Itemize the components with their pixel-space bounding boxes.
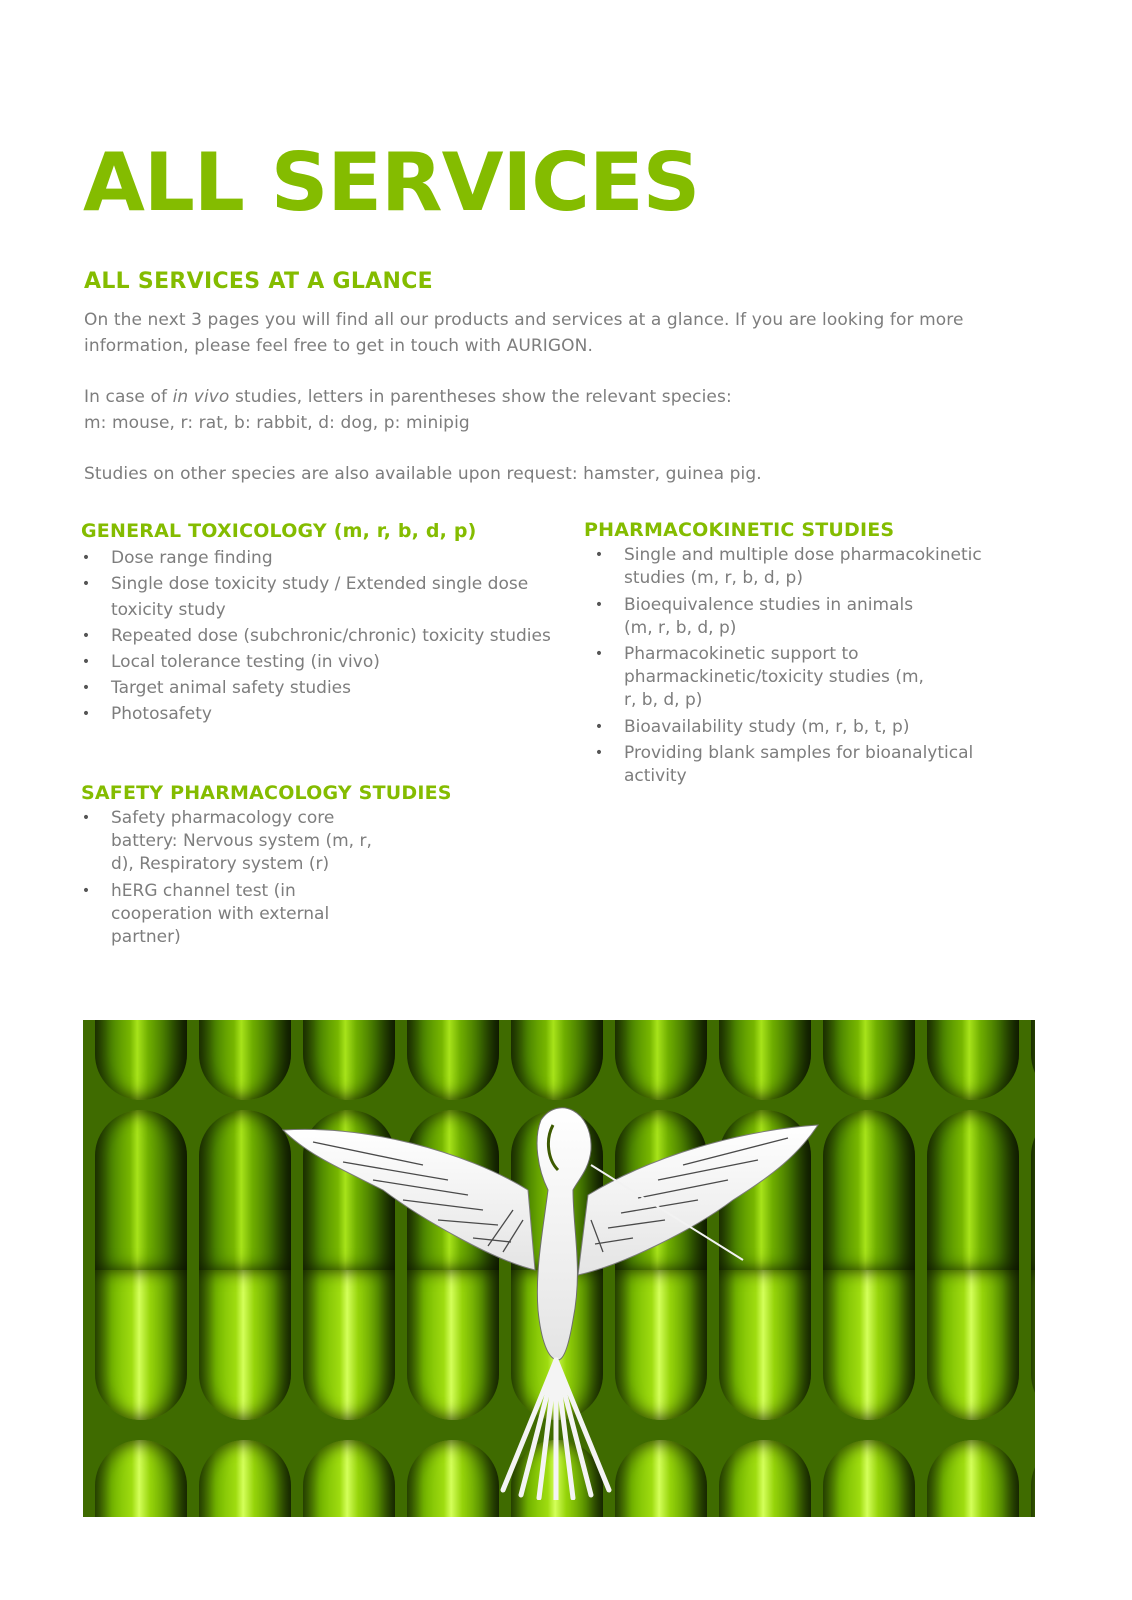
list-item	[81, 701, 551, 727]
bullet-icon: •	[594, 745, 604, 761]
safety-pharmacology-heading: SAFETY PHARMACOLOGY STUDIES	[81, 782, 452, 804]
capsule	[927, 1270, 1019, 1420]
list-item-text: Bioequivalence studies in animals (m, r, b, d, p)	[624, 594, 914, 638]
bird-logo-icon	[273, 1070, 833, 1500]
species-text-before: In case of	[84, 387, 173, 407]
capsule	[823, 1020, 915, 1100]
other-species-paragraph: Studies on other species are also available upon request: hamster, guinea pig.	[84, 464, 762, 484]
intro-paragraph: On the next 3 pages you will find all our products and services at a glance. If you are looking for more information, please feel free to get in touch with AURIGON.	[84, 310, 964, 356]
capsule	[1031, 1270, 1035, 1420]
bullet-icon: •	[81, 576, 91, 592]
bullet-icon: •	[81, 882, 91, 899]
list-item-text: Safety pharmacology core battery: Nervous system (m, r, d), Respiratory system (r)	[111, 808, 372, 874]
list-item-text: Repeated dose (subchronic/chronic) toxicity studies	[111, 626, 551, 646]
list-item-text: Local tolerance testing (in vivo)	[111, 652, 380, 672]
list-item-text: Pharmacokinetic support to pharmackinetic/toxicity studies (m, r, b, d, p)	[624, 644, 924, 710]
capsules-bird-image	[83, 1020, 1035, 1517]
list-item-text: Single and multiple dose pharmacokinetic studies (m, r, b, d, p)	[624, 545, 982, 588]
general-toxicology-list	[81, 545, 551, 727]
list-item	[81, 571, 551, 623]
bullet-icon: •	[81, 550, 91, 566]
general-toxicology-section	[81, 519, 551, 727]
capsule	[823, 1270, 915, 1420]
list-item	[81, 807, 381, 876]
capsule-column	[1025, 1020, 1035, 1517]
list-item-text: Providing blank samples for bioanalytical activity	[624, 743, 974, 786]
capsule	[95, 1110, 187, 1270]
capsule	[95, 1440, 187, 1517]
species-legend-paragraph	[84, 384, 744, 436]
capsule-column	[921, 1020, 1025, 1517]
bullet-icon: •	[594, 547, 604, 563]
general-toxicology-heading: GENERAL TOXICOLOGY (m, r, b, d, p)	[81, 520, 477, 542]
list-item	[594, 742, 994, 788]
capsule	[927, 1110, 1019, 1270]
capsule	[823, 1440, 915, 1517]
list-item-text: Photosafety	[111, 704, 212, 724]
bullet-icon: •	[81, 628, 91, 644]
bullet-icon: •	[81, 654, 91, 670]
safety-pharmacology-list	[81, 807, 391, 949]
capsule-column	[89, 1020, 193, 1517]
list-item	[594, 643, 924, 712]
species-text-italic: in vivo	[172, 387, 230, 407]
bullet-icon: •	[81, 810, 91, 826]
capsule	[95, 1270, 187, 1420]
list-item	[594, 594, 934, 640]
list-item	[594, 544, 1034, 590]
safety-pharmacology-section	[81, 781, 452, 952]
pharmacokinetic-heading: PHARMACOKINETIC STUDIES	[584, 519, 895, 541]
pharmacokinetic-list	[594, 544, 1034, 788]
capsule	[1031, 1440, 1035, 1517]
bullet-icon: •	[594, 718, 604, 735]
bullet-icon: •	[81, 706, 91, 722]
capsule	[1031, 1110, 1035, 1270]
species-text-after: studies, letters in parentheses show the relevant species: m: mouse, r: rat, b: rabbit, d: dog, p: minipig	[84, 387, 732, 433]
capsule	[823, 1110, 915, 1270]
bullet-icon: •	[594, 596, 604, 613]
capsule	[95, 1020, 187, 1100]
capsule	[927, 1020, 1019, 1100]
page-title: ALL SERVICES	[83, 136, 700, 229]
list-item	[81, 649, 551, 675]
list-item-text: Bioavailability study (m, r, b, t, p)	[624, 716, 910, 737]
list-item	[81, 623, 551, 649]
list-item-text: hERG channel test (in cooperation with external partner)	[111, 880, 330, 947]
list-item	[81, 545, 551, 571]
pharmacokinetic-section	[584, 518, 1034, 792]
list-item-text: Target animal safety studies	[111, 678, 351, 698]
bullet-icon: •	[594, 646, 604, 662]
capsule	[927, 1440, 1019, 1517]
list-item-text: Dose range finding	[111, 548, 273, 568]
bullet-icon: •	[81, 680, 91, 696]
section-subtitle: ALL SERVICES AT A GLANCE	[84, 269, 433, 294]
list-item	[81, 675, 551, 701]
list-item	[594, 716, 1034, 739]
capsule	[1031, 1020, 1035, 1100]
list-item-text: Single dose toxicity study / Extended single dose toxicity study	[111, 574, 529, 620]
list-item	[81, 880, 356, 949]
